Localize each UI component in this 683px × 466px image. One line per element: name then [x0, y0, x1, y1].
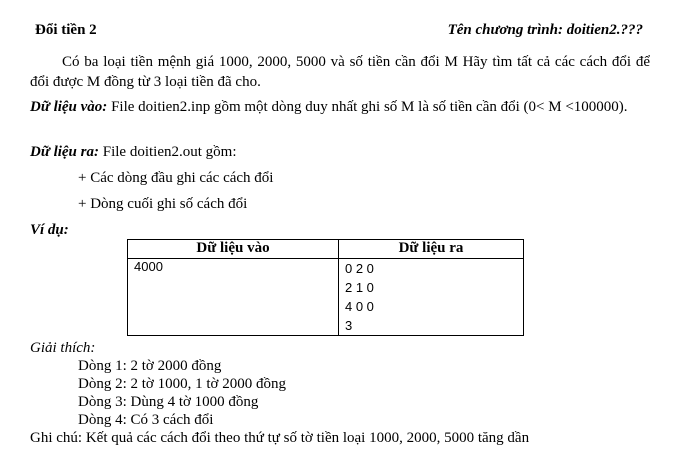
intro-paragraph: Có ba loại tiền mệnh giá 1000, 2000, 5000 và số tiền cần đổi M Hãy tìm tất cả các cách đổi để đổi được M đồng từ 3 loại tiền đã cho.: [30, 54, 650, 90]
input-section: [30, 97, 650, 117]
output-line: 3: [345, 318, 353, 333]
example-label: Ví dụ:: [30, 222, 69, 238]
output-label: Dữ liệu ra:: [30, 144, 99, 160]
explanation-line: Dòng 4: Có 3 cách đổi: [78, 412, 214, 428]
example-table: [127, 239, 524, 336]
output-item: + Các dòng đầu ghi các cách đổi: [78, 170, 274, 186]
output-item: + Dòng cuối ghi số cách đổi: [78, 196, 248, 212]
output-line: 4 0 0: [345, 299, 374, 314]
explanation-line: Dòng 2: 2 tờ 1000, 1 tờ 2000 đồng: [78, 376, 286, 392]
column-header-output: Dữ liệu ra: [339, 240, 524, 259]
output-description: File doitien2.out gồm:: [99, 144, 237, 160]
column-header-input: Dữ liệu vào: [128, 240, 339, 259]
program-name: Tên chương trình: doitien2.???: [447, 22, 643, 38]
note: Ghi chú: Kết quả các cách đổi theo thứ tự số tờ tiền loại 1000, 2000, 5000 tăng dần: [30, 430, 530, 446]
table-row: [128, 259, 524, 336]
explanation-label: Giải thích:: [30, 340, 96, 356]
input-description: File doitien2.inp gồm một dòng duy nhất ghi số M là số tiền cần đổi (0< M <100000).: [107, 99, 628, 115]
explanation-line: Dòng 1: 2 tờ 2000 đồng: [78, 358, 222, 374]
input-cell: 4000: [128, 259, 339, 336]
output-line: 2 1 0: [345, 280, 374, 295]
explanation-line: Dòng 3: Dùng 4 tờ 1000 đồng: [78, 394, 259, 410]
problem-title: Đổi tiền 2: [35, 22, 97, 38]
output-section: [30, 142, 650, 162]
output-line: 0 2 0: [345, 261, 374, 276]
input-label: Dữ liệu vào:: [30, 99, 108, 115]
table-header-row: [128, 240, 524, 259]
output-cell: [339, 259, 524, 336]
